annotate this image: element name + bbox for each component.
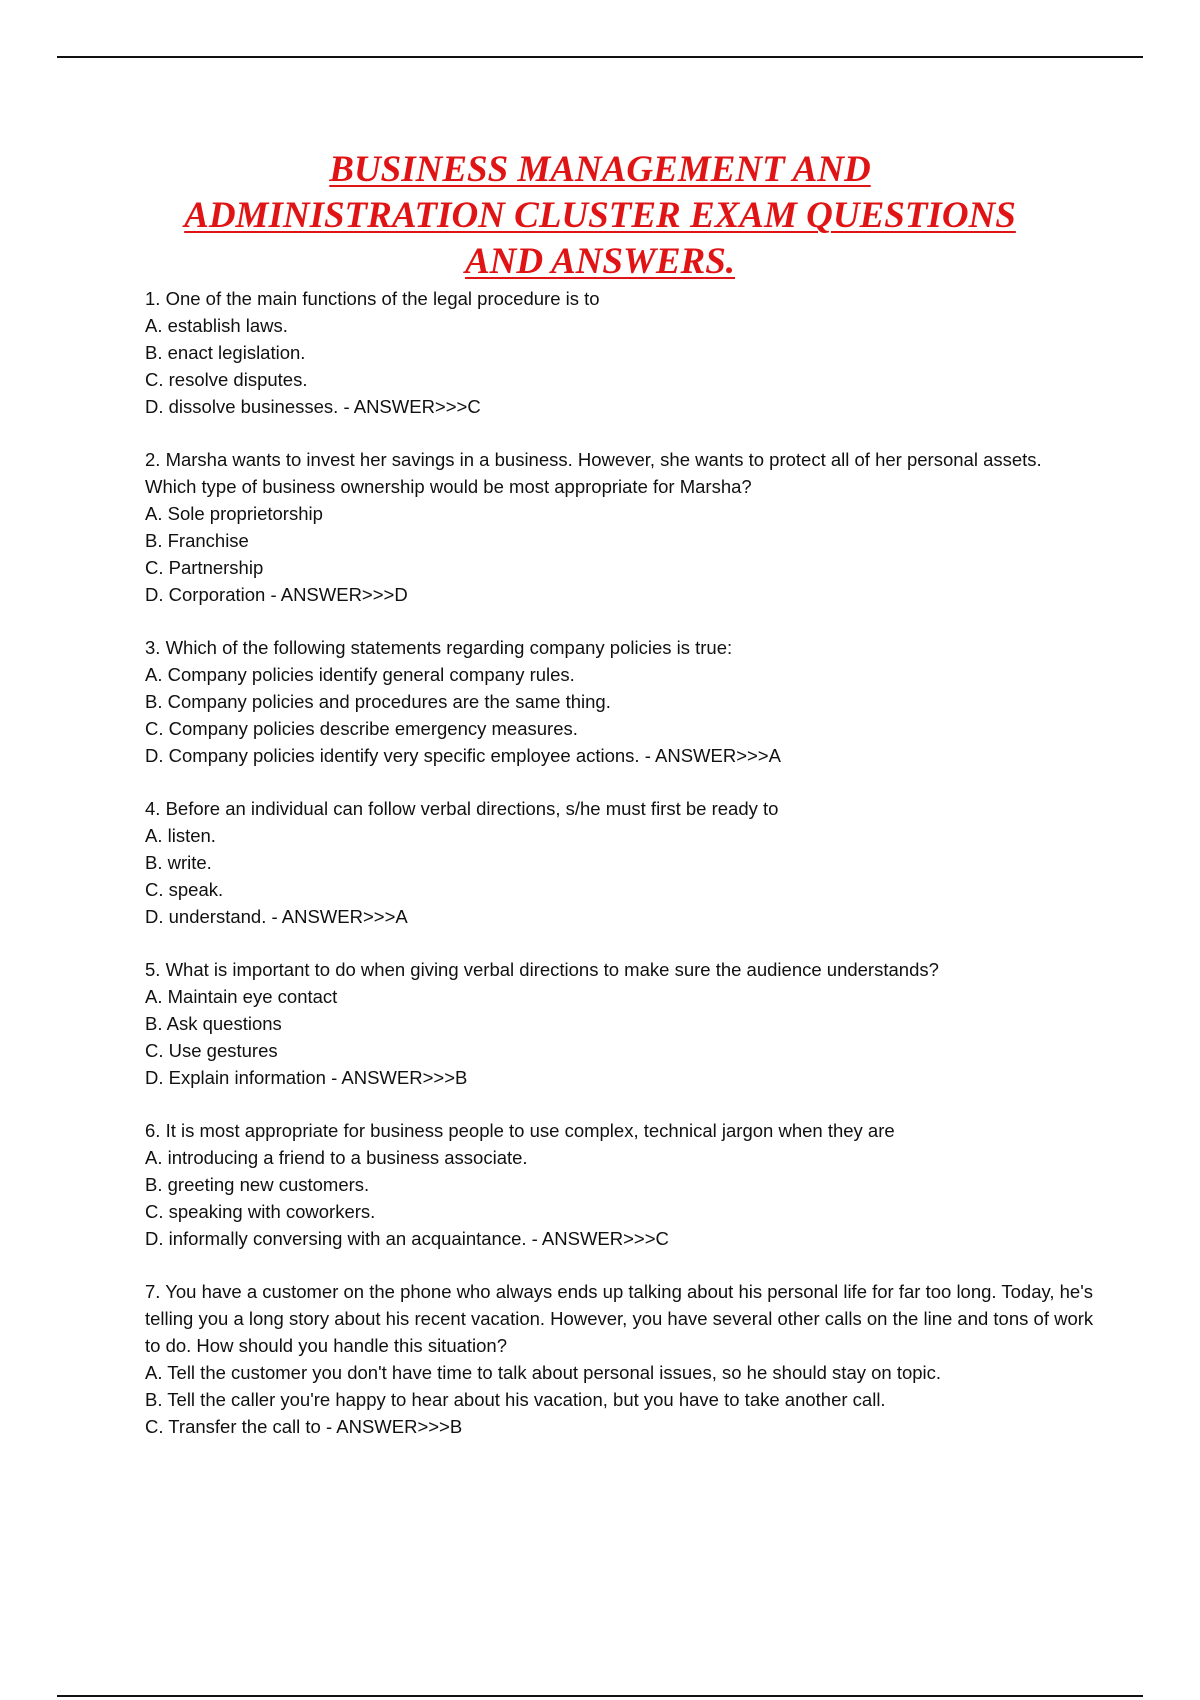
answer-option: C. resolve disputes. (145, 369, 308, 390)
question-list (145, 285, 1095, 1466)
answer-option: B. write. (145, 852, 212, 873)
answer-option: C. Transfer the call to - ANSWER>>>B (145, 1416, 463, 1437)
answer-option: A. establish laws. (145, 315, 288, 336)
answer-option: A. Maintain eye contact (145, 986, 338, 1007)
question-stem: 2. Marsha wants to invest her savings in a business. However, she wants to protect all of her personal assets. Which type of business ownership would be most appropriate for Marsha? (145, 449, 1042, 497)
answer-option: B. greeting new customers. (145, 1174, 370, 1195)
answer-option: B. enact legislation. (145, 342, 306, 363)
question-3 (145, 634, 1095, 769)
question-stem: 6. It is most appropriate for business people to use complex, technical jargon when they are (145, 1120, 895, 1141)
answer-option: A. introducing a friend to a business associate. (145, 1147, 528, 1168)
answer-option: B. Company policies and procedures are the same thing. (145, 691, 611, 712)
question-4 (145, 795, 1095, 930)
answer-option: B. Tell the caller you're happy to hear about his vacation, but you have to take another call. (145, 1389, 886, 1410)
question-5 (145, 956, 1095, 1091)
question-stem: 3. Which of the following statements regarding company policies is true: (145, 637, 733, 658)
answer-option: B. Ask questions (145, 1013, 282, 1034)
answer-option: A. Sole proprietorship (145, 503, 323, 524)
footer-rule (57, 1695, 1143, 1697)
answer-option: C. Use gestures (145, 1040, 278, 1061)
answer-option: D. understand. - ANSWER>>>A (145, 906, 408, 927)
answer-option: C. speaking with coworkers. (145, 1201, 376, 1222)
question-7 (145, 1278, 1095, 1440)
question-2 (145, 446, 1095, 608)
header-rule (57, 56, 1143, 58)
answer-option: A. listen. (145, 825, 216, 846)
question-stem: 4. Before an individual can follow verbal directions, s/he must first be ready to (145, 798, 779, 819)
answer-option: D. Explain information - ANSWER>>>B (145, 1067, 468, 1088)
document-title (100, 147, 1100, 285)
answer-option: D. informally conversing with an acquaintance. - ANSWER>>>C (145, 1228, 669, 1249)
answer-option: C. Partnership (145, 557, 264, 578)
question-6 (145, 1117, 1095, 1252)
title-line: BUSINESS MANAGEMENT AND (329, 149, 871, 190)
answer-option: C. speak. (145, 879, 224, 900)
answer-option: C. Company policies describe emergency measures. (145, 718, 578, 739)
question-stem: 5. What is important to do when giving verbal directions to make sure the audience understands? (145, 959, 939, 980)
title-line: AND ANSWERS. (464, 241, 736, 282)
answer-option: D. Corporation - ANSWER>>>D (145, 584, 408, 605)
answer-option: A. Tell the customer you don't have time to talk about personal issues, so he should stay on topic. (145, 1362, 942, 1383)
answer-option: D. Company policies identify very specific employee actions. - ANSWER>>>A (145, 745, 781, 766)
question-stem: 1. One of the main functions of the legal procedure is to (145, 288, 600, 309)
question-1 (145, 285, 1095, 420)
answer-option: D. dissolve businesses. - ANSWER>>>C (145, 396, 481, 417)
title-line: ADMINISTRATION CLUSTER EXAM QUESTIONS (184, 195, 1016, 236)
answer-option: B. Franchise (145, 530, 249, 551)
answer-option: A. Company policies identify general company rules. (145, 664, 575, 685)
question-stem: 7. You have a customer on the phone who always ends up talking about his personal life for far too long. Today, he's telling you a long story about his recent vacation. However, you have several other calls on the line and tons of work to do. How should you handle this situation? (145, 1281, 1094, 1356)
